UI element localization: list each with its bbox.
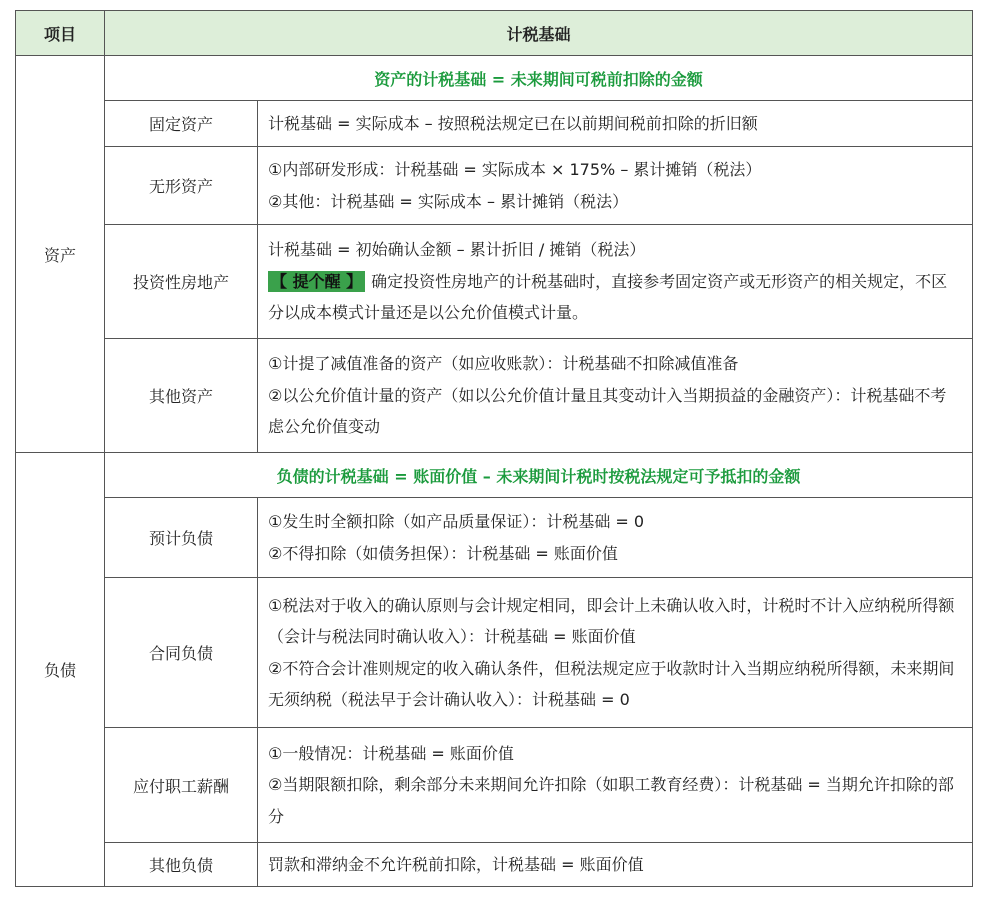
desc-line: ②以公允价值计量的资产（如以公允价值计量且其变动计入当期损益的金融资产）：计税基础不考虑公允价值变动: [268, 385, 947, 437]
liabilities-category: 负债: [16, 453, 105, 887]
desc-line: 计税基础 = 实际成本 – 按照税法规定已在以前期间税前扣除的折旧额: [268, 113, 758, 133]
desc-line: ①税法对于收入的确认原则与会计规定相同，即会计上未确认收入时，计税时不计入应纳税所得额（会计与税法同时确认收入）：计税基础 = 账面价值: [268, 595, 955, 646]
table-row: [16, 339, 973, 453]
desc-line: ②当期限额扣除，剩余部分未来期间允许扣除（如职工教育经费）：计税基础 = 当期允许扣除的部分: [268, 775, 954, 826]
row-description: [258, 339, 973, 453]
tip-line: [268, 266, 962, 329]
row-description: [258, 578, 973, 728]
row-label: 预计负债: [105, 498, 258, 578]
desc-line: ①内部研发形成：计税基础 = 实际成本 × 175% – 累计摊销（税法）: [268, 160, 762, 179]
liabilities-formula-row: [16, 453, 973, 498]
row-description: [258, 225, 973, 339]
desc-line: ②不得扣除（如债务担保）：计税基础 = 账面价值: [268, 543, 618, 563]
row-label: 其他资产: [105, 339, 258, 453]
table-row: [16, 728, 973, 843]
row-description: [258, 843, 973, 887]
row-description: [258, 101, 973, 147]
row-label: 投资性房地产: [105, 225, 258, 339]
desc-line: 计税基础 = 初始确认金额 – 累计折旧 / 摊销（税法）: [268, 240, 646, 260]
table-row: [16, 101, 973, 147]
row-label: 应付职工薪酬: [105, 728, 258, 843]
liabilities-formula: 负债的计税基础 = 账面价值 – 未来期间计税时按税法规定可予抵扣的金额: [105, 453, 973, 498]
row-description: [258, 728, 973, 843]
header-basis: 计税基础: [105, 11, 973, 56]
row-label: 其他负债: [105, 843, 258, 887]
tip-badge: 【 提个醒 】: [268, 271, 365, 292]
assets-formula-row: [16, 56, 973, 101]
assets-category: 资产: [16, 56, 105, 453]
row-description: [258, 498, 973, 578]
table-row: [16, 225, 973, 339]
tip-text: 确定投资性房地产的计税基础时，直接参考固定资产或无形资产的相关规定，不区分以成本模式计量还是以公允价值模式计量。: [268, 271, 948, 323]
tax-basis-table: [15, 10, 973, 887]
table-row: [16, 147, 973, 225]
row-label: 合同负债: [105, 578, 258, 728]
desc-line: 罚款和滞纳金不允许税前扣除，计税基础 = 账面价值: [268, 854, 644, 874]
row-description: [258, 147, 973, 225]
desc-line: ②不符合会计准则规定的收入确认条件，但税法规定应于收款时计入当期应纳税所得额，未来期间无须纳税（税法早于会计确认收入）：计税基础 = 0: [268, 658, 955, 709]
row-label: 固定资产: [105, 101, 258, 147]
header-row: [16, 11, 973, 56]
desc-line: ②其他：计税基础 = 实际成本 – 累计摊销（税法）: [268, 191, 629, 211]
desc-line: ①一般情况：计税基础 = 账面价值: [268, 743, 514, 763]
table-row: [16, 498, 973, 578]
assets-formula: 资产的计税基础 = 未来期间可税前扣除的金额: [105, 56, 973, 101]
header-item: 项目: [16, 11, 105, 56]
table-row: [16, 843, 973, 887]
table-row: [16, 578, 973, 728]
desc-line: ①计提了减值准备的资产（如应收账款）：计税基础不扣除减值准备: [268, 354, 739, 374]
desc-line: ①发生时全额扣除（如产品质量保证）：计税基础 = 0: [268, 512, 645, 531]
row-label: 无形资产: [105, 147, 258, 225]
